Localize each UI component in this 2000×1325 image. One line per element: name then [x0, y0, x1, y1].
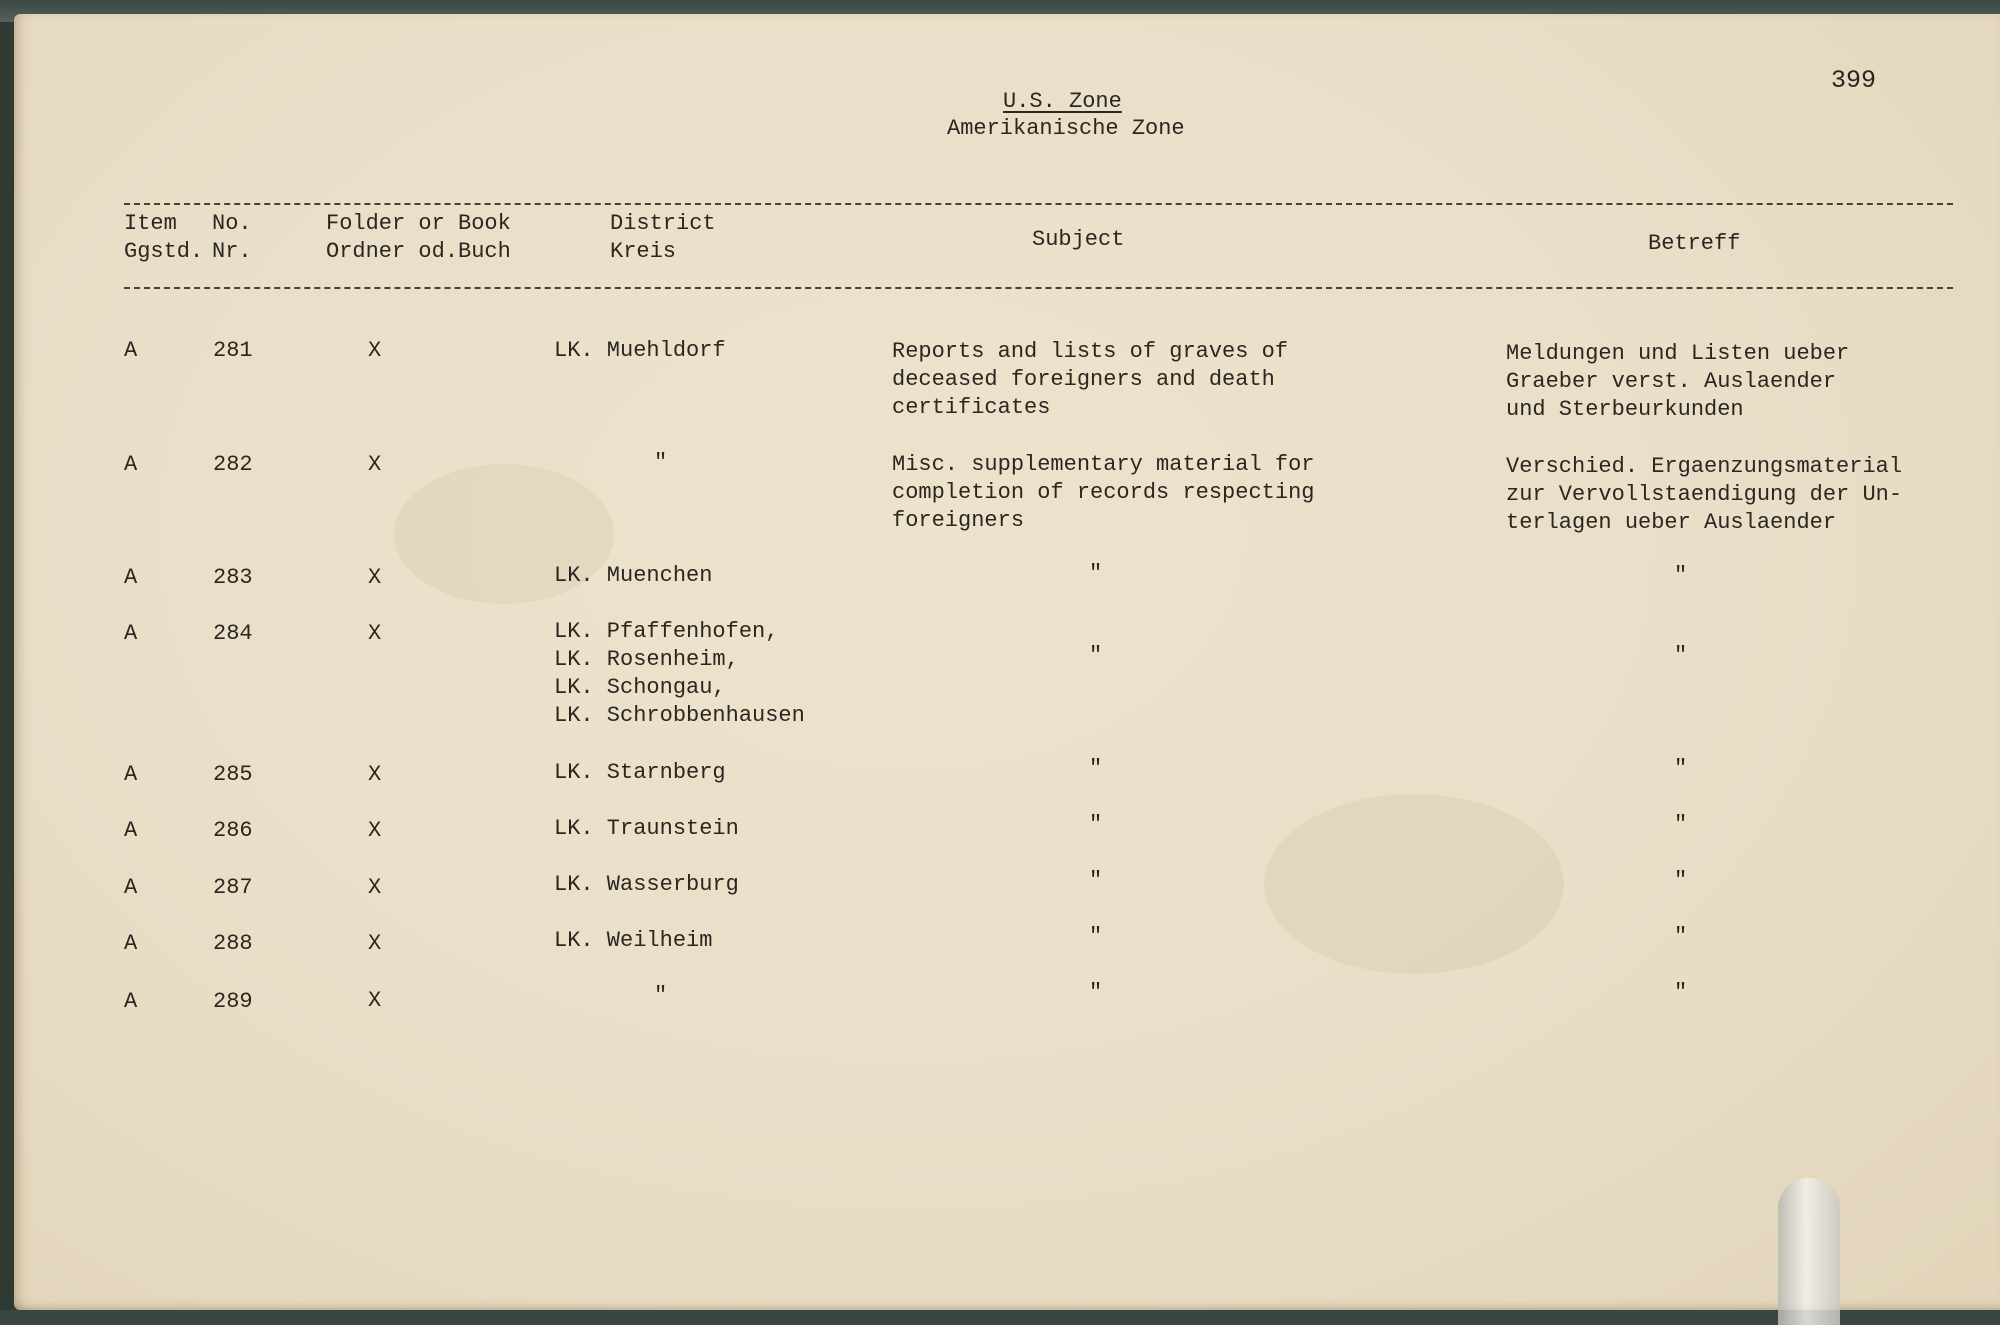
subject-line: certificates	[892, 395, 1051, 420]
district: LK. Traunstein	[554, 816, 739, 841]
district: "	[654, 983, 668, 1008]
betreff-line: terlagen ueber Auslaender	[1506, 510, 1837, 535]
subject-ditto: "	[1089, 868, 1103, 893]
betreff-ditto: "	[1674, 868, 1688, 893]
item-number: 287	[213, 875, 253, 900]
folder-mark: X	[368, 931, 382, 956]
item-number: 288	[213, 931, 253, 956]
betreff-line: und Sterbeurkunden	[1506, 397, 1744, 422]
district-line: LK. Rosenheim,	[554, 647, 739, 672]
district: LK. Weilheim	[554, 928, 713, 953]
binder-bottom-edge	[0, 1310, 2000, 1325]
folder-mark: X	[368, 762, 382, 787]
header-subject: Subject	[1032, 227, 1125, 252]
paper-stain	[1264, 794, 1564, 974]
page-title: U.S. Zone	[1003, 89, 1122, 114]
subject-line: foreigners	[892, 508, 1025, 533]
header-district: District	[610, 211, 716, 236]
header-folder: Folder or Book	[326, 211, 511, 236]
header-top-divider	[124, 203, 1953, 205]
subject-ditto: "	[1089, 924, 1103, 949]
folder-mark: X	[368, 818, 382, 843]
district: LK. Muenchen	[554, 563, 713, 588]
item-mark: A	[124, 621, 138, 646]
item-mark: A	[124, 338, 138, 363]
folder-mark: X	[368, 565, 382, 590]
item-mark: A	[124, 452, 138, 477]
subject-ditto: "	[1089, 980, 1103, 1005]
item-mark: A	[124, 818, 138, 843]
header-item-de: Ggstd.	[124, 239, 204, 264]
header-item: Item	[124, 211, 177, 236]
betreff-line: Graeber verst. Auslaender	[1506, 369, 1837, 394]
item-number: 283	[213, 565, 253, 590]
header-no-de: Nr.	[212, 239, 252, 264]
header-bottom-divider	[124, 287, 1953, 289]
document-page	[14, 14, 2000, 1310]
district-line: LK. Pfaffenhofen,	[554, 619, 779, 644]
item-number: 289	[213, 989, 253, 1014]
district-line: LK. Schrobbenhausen	[554, 703, 805, 728]
subject-ditto: "	[1089, 812, 1103, 837]
item-mark: A	[124, 565, 138, 590]
item-mark: A	[124, 875, 138, 900]
district: LK. Starnberg	[554, 760, 726, 785]
betreff-ditto: "	[1674, 980, 1688, 1005]
district: LK. Muehldorf	[554, 338, 726, 363]
header-folder-de: Ordner od.Buch	[326, 239, 511, 264]
folder-mark: X	[368, 875, 382, 900]
item-number: 282	[213, 452, 253, 477]
betreff-ditto: "	[1674, 924, 1688, 949]
subject-line: deceased foreigners and death	[892, 367, 1275, 392]
subject-ditto: "	[1089, 561, 1103, 586]
header-district-de: Kreis	[610, 239, 677, 264]
district-line: LK. Schongau,	[554, 675, 726, 700]
item-mark: A	[124, 762, 138, 787]
betreff-line: Verschied. Ergaenzungsmaterial	[1506, 454, 1903, 479]
item-number: 284	[213, 621, 253, 646]
page-subtitle: Amerikanische Zone	[947, 116, 1185, 141]
binder-clip	[1778, 1178, 1840, 1325]
betreff-ditto: "	[1674, 643, 1688, 668]
item-mark: A	[124, 989, 138, 1014]
subject-line: Misc. supplementary material for	[892, 452, 1315, 477]
folder-mark: X	[368, 452, 382, 477]
subject-ditto: "	[1089, 756, 1103, 781]
folder-mark: X	[368, 621, 382, 646]
header-betreff: Betreff	[1648, 231, 1741, 256]
page-number: 399	[1831, 66, 1877, 95]
header-no: No.	[212, 211, 252, 236]
folder-mark: X	[368, 338, 382, 363]
subject-line: Reports and lists of graves of	[892, 339, 1289, 364]
item-number: 285	[213, 762, 253, 787]
subject-ditto: "	[1089, 643, 1103, 668]
betreff-ditto: "	[1674, 756, 1688, 781]
item-number: 281	[213, 338, 253, 363]
betreff-ditto: "	[1674, 812, 1688, 837]
folder-mark: X	[368, 988, 382, 1013]
district: "	[654, 450, 668, 475]
betreff-line: zur Vervollstaendigung der Un-	[1506, 482, 1903, 507]
betreff-line: Meldungen und Listen ueber	[1506, 341, 1850, 366]
item-number: 286	[213, 818, 253, 843]
subject-line: completion of records respecting	[892, 480, 1315, 505]
item-mark: A	[124, 931, 138, 956]
district: LK. Wasserburg	[554, 872, 739, 897]
betreff-ditto: "	[1674, 563, 1688, 588]
